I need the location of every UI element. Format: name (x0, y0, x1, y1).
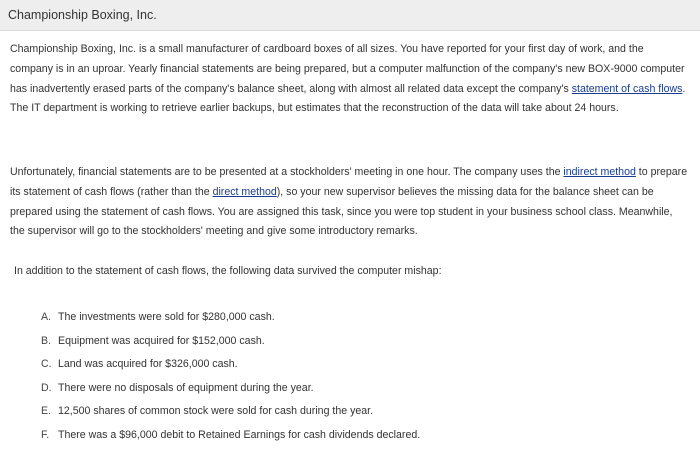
item-text: Equipment was acquired for $152,000 cash. (58, 334, 265, 347)
item-text: There were no disposals of equipment during the year. (58, 381, 314, 394)
item-letter: A. (41, 311, 52, 323)
intro-text-b: . The IT department is working to retrieve earlier backups, but estimates that the reconstruction of the data will take about 24 hours. (10, 82, 686, 115)
item-text: 12,500 shares of common stock were sold for cash during the year. (58, 405, 374, 418)
intro-text-a: Championship Boxing, Inc. is a small manufacturer of cardboard boxes of all sizes. You have reported for your first day of work, and the company is in an uproar. Yearly financial statements are being prepared, but a computer malfunction of the company's new BOX-9000 computer has inadvertently erased parts of the company's balance sheet, along with almost all related data except the company's (10, 43, 685, 95)
item-letter: E. (41, 405, 52, 418)
list-item (41, 424, 420, 448)
context-paragraph (10, 163, 690, 242)
item-letter: D. (41, 381, 52, 394)
item-text: There was a $96,000 debit to Retained Earnings for cash dividends declared. (58, 428, 421, 441)
list-item (41, 353, 420, 377)
intro-paragraph (10, 40, 686, 119)
page-title: Championship Boxing, Inc. (8, 8, 157, 22)
data-intro-paragraph: In addition to the statement of cash flows, the following data survived the computer mishap: (14, 265, 442, 277)
item-letter: C. (41, 358, 52, 371)
list-item (41, 306, 420, 330)
item-letter: B. (41, 334, 52, 347)
list-item (41, 330, 420, 354)
direct-method-link[interactable]: direct method (212, 185, 277, 198)
item-text: The investments were sold for $280,000 cash. (58, 311, 275, 323)
title-bar (0, 0, 700, 31)
statement-of-cash-flows-link[interactable]: statement of cash flows (571, 82, 683, 95)
item-text: Land was acquired for $326,000 cash. (58, 358, 238, 371)
list-item (41, 377, 420, 401)
context-text-c: ), so your new supervisor believes the missing data for the balance sheet can be prepared using the statement of cash flows. You are assigned this task, since you were top student in your business school class. Meanwhile, the supervisor will go to the stockholders' meeting and give some introductory remarks. (10, 185, 673, 238)
item-letter: F. (41, 428, 50, 441)
list-item (41, 400, 420, 424)
context-text-a: Unfortunately, financial statements are to be presented at a stockholders' meeting in one hour. The company uses the (10, 166, 564, 178)
surviving-data-list (41, 306, 420, 448)
context-text-b: to prepare its statement of cash flows (rather than the (10, 166, 688, 198)
indirect-method-link[interactable]: indirect method (563, 166, 636, 178)
